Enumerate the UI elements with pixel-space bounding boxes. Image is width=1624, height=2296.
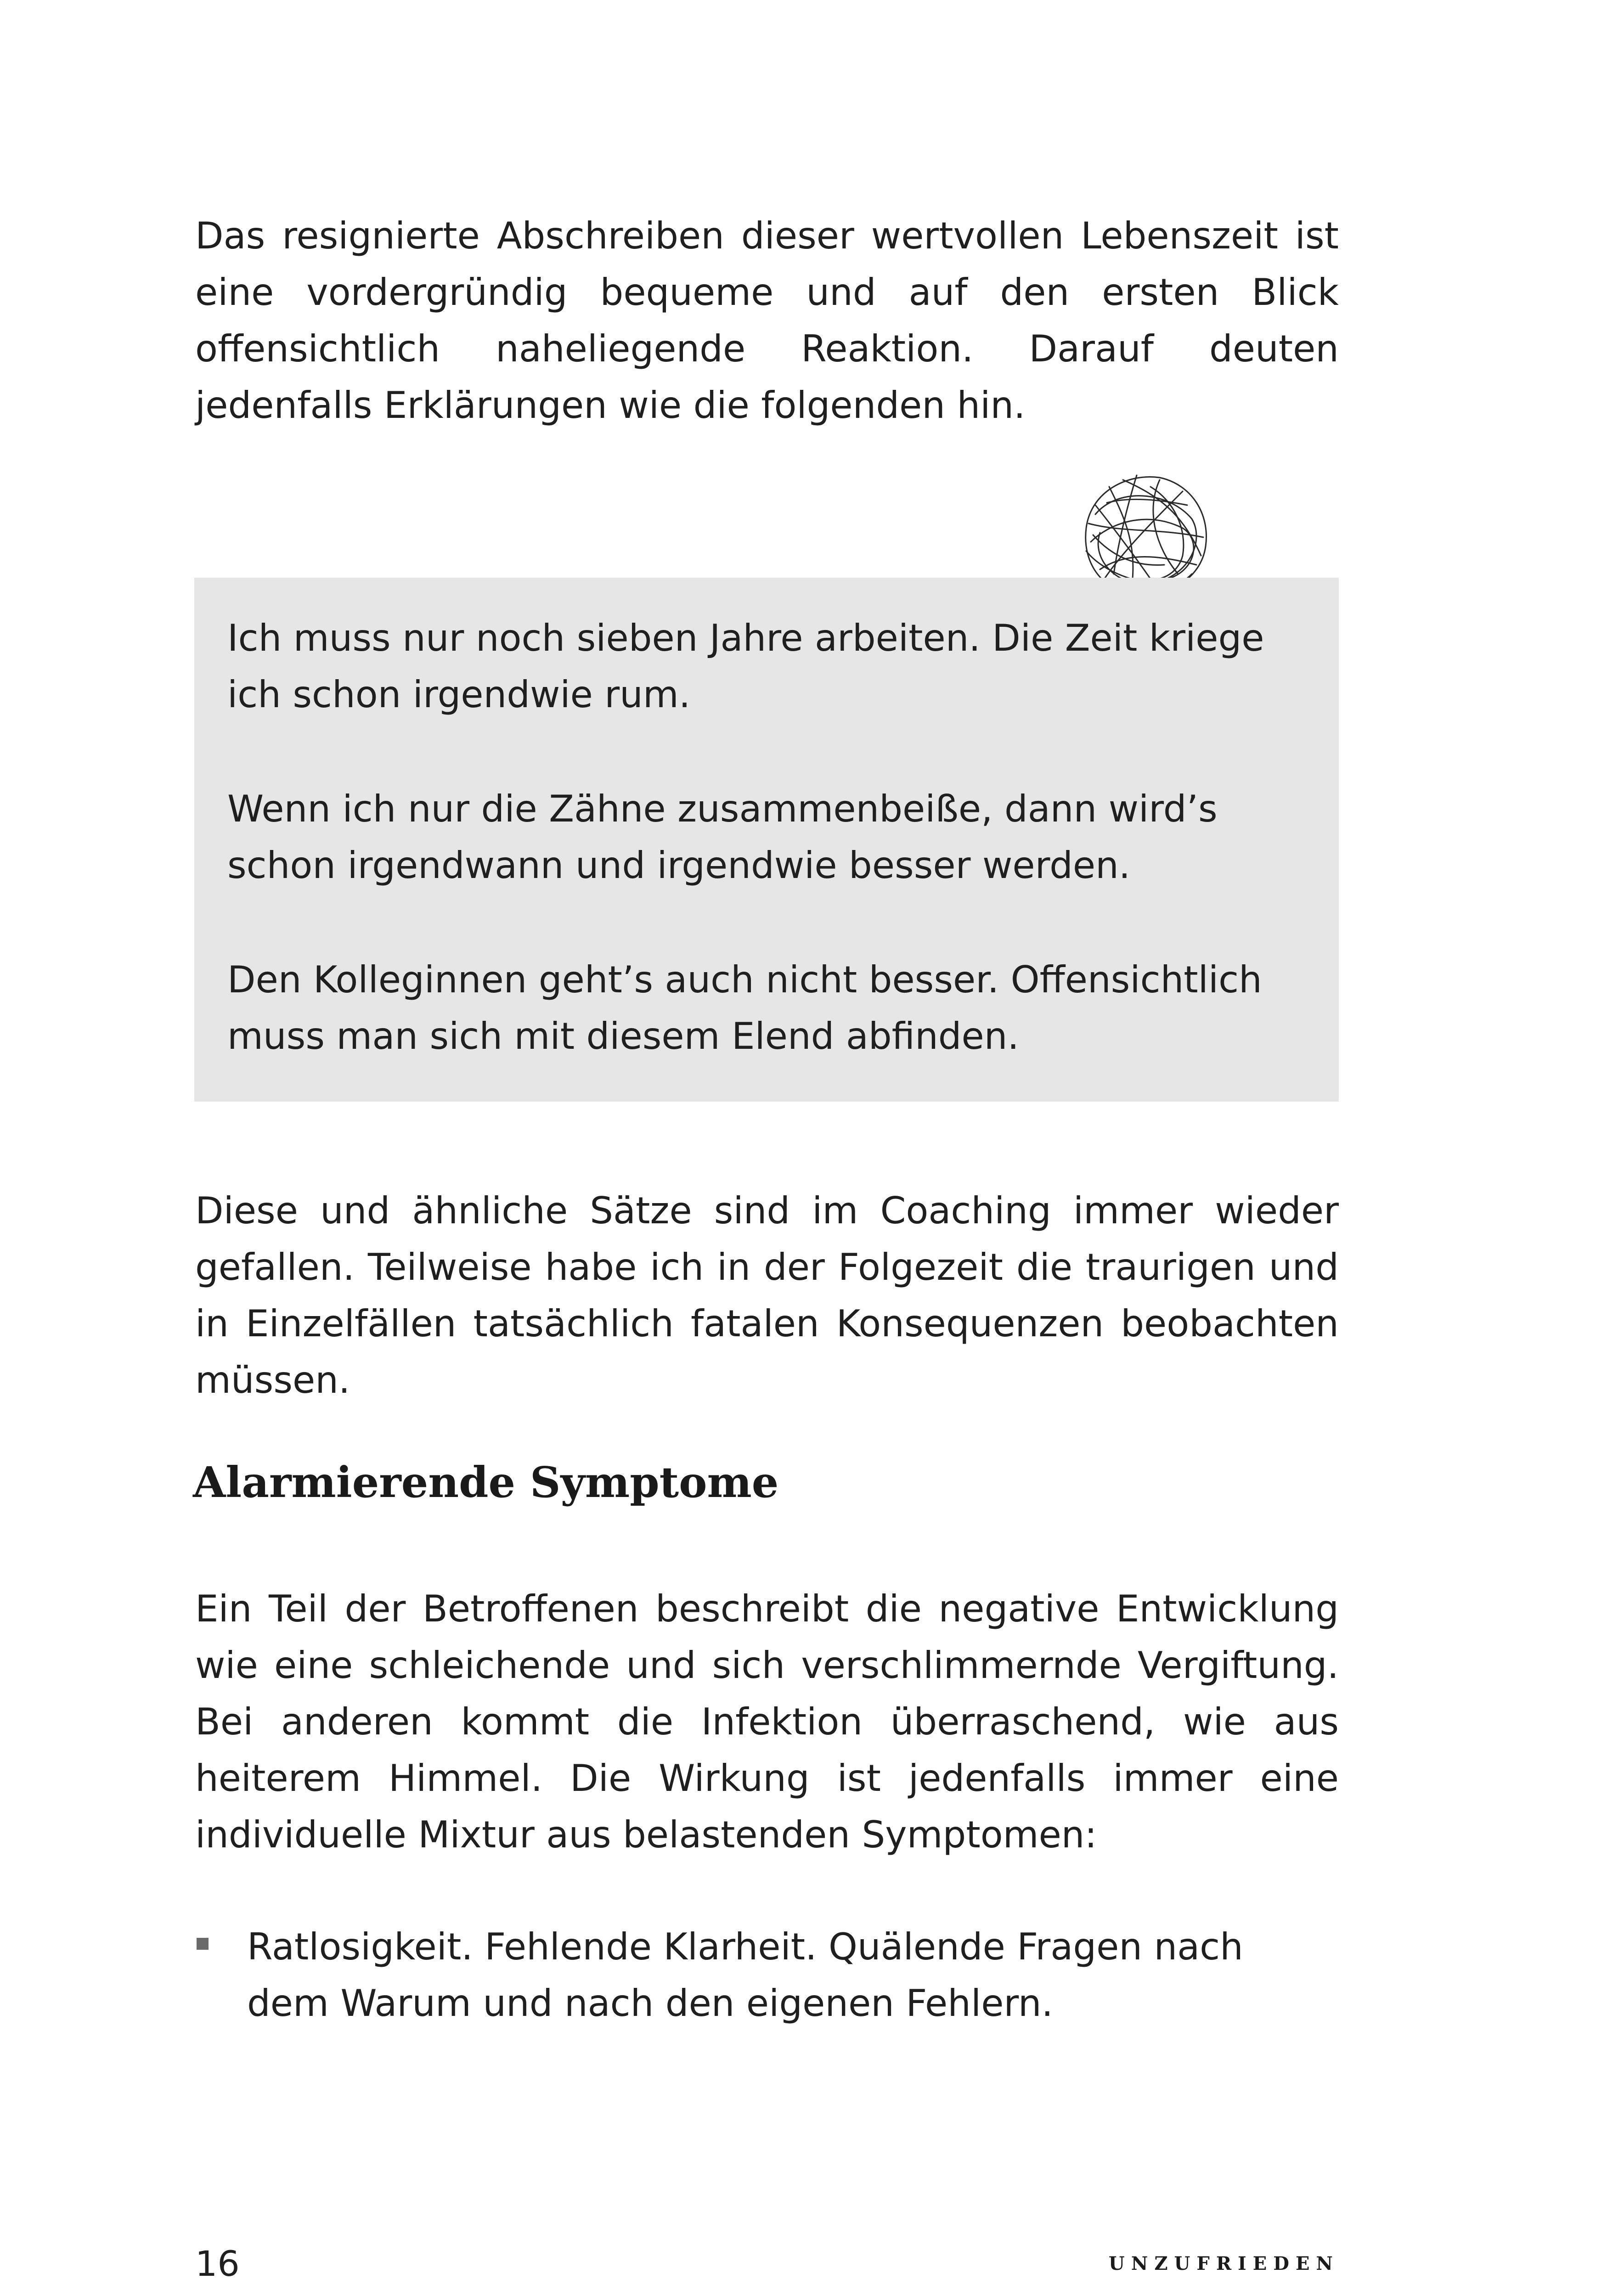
- quote-text: Wenn ich nur die Zähne zusammenbeiße, dann wird’s schon irgendwann und irgendwie besser werden.: [227, 788, 1218, 887]
- page-number: 16: [195, 2243, 240, 2284]
- section-heading: Alarmierende Symptome: [193, 1458, 779, 1507]
- quote-text: Den Kolleginnen geht’s auch nicht besser. Offensichtlich muss man sich mit diesem Elend abfinden.: [227, 958, 1262, 1058]
- intro-paragraph: Das resignierte Abschreiben dieser wertvollen Lebenszeit ist eine vordergründig bequeme und auf den ersten Blick offensichtlich naheliegende Reaktion. Darauf deuten jedenfalls Erklärungen wie die folgenden hin.: [195, 214, 1339, 427]
- bullet-text: Ratlosigkeit. Fehlende Klarheit. Quälende Fragen nach dem Warum und nach den eigenen Fehlern.: [247, 1925, 1243, 2025]
- body-paragraph: Diese und ähnliche Sätze sind im Coaching immer wieder gefallen. Teilweise habe ich in der Folgezeit die traurigen und in Einzelfällen tatsächlich fatalen Konsequenzen beobachten müssen.: [195, 1189, 1339, 1401]
- section-paragraph: Ein Teil der Betroffenen beschreibt die negative Entwicklung wie eine schleichende und sich verschlimmernde Vergiftung. Bei anderen kommt die Infektion überraschend, wie aus heiterem Himmel. Die Wirkung ist jedenfalls immer eine individuelle Mixtur aus belastenden Symptomen:: [195, 1587, 1339, 1856]
- quote-text: Ich muss nur noch sieben Jahre arbeiten. Die Zeit kriege ich schon irgendwie rum.: [227, 617, 1264, 716]
- square-bullet-icon: [197, 1938, 209, 1950]
- running-head: UNZUFRIEDEN: [1108, 2253, 1339, 2274]
- quote-box: [194, 578, 1339, 1102]
